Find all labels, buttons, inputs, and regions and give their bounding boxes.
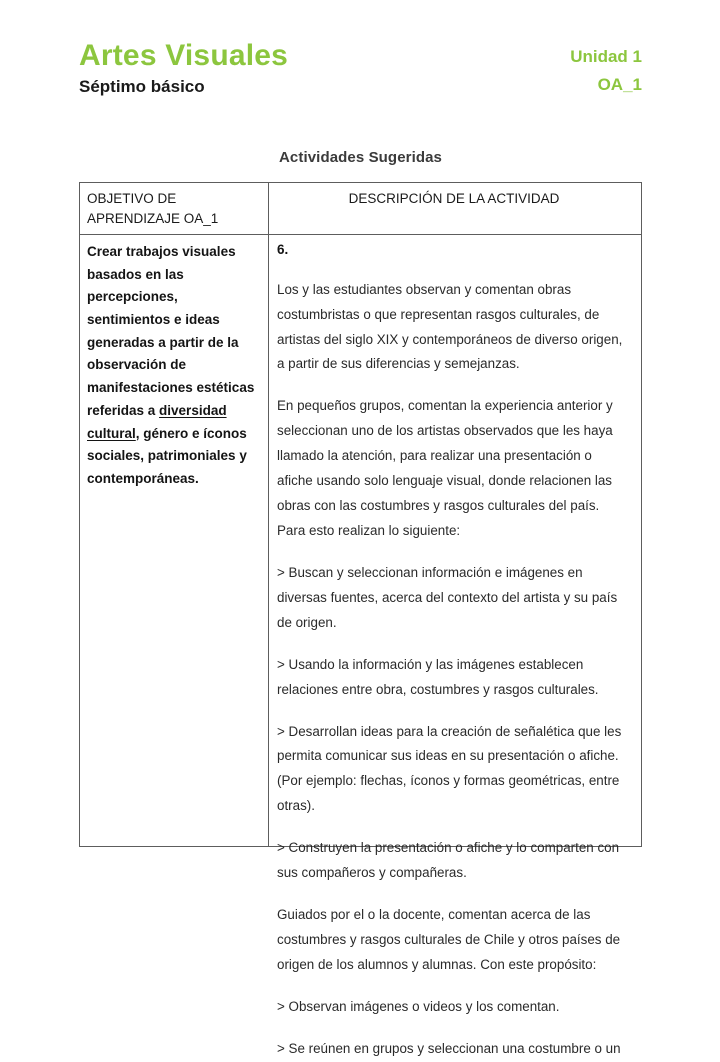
table-header-cell-description: [269, 183, 641, 234]
activity-step-item-truncated: > Se reúnen en grupos y seleccionan una costumbre o un: [277, 1040, 621, 1056]
section-heading: Actividades Sugeridas: [279, 149, 442, 166]
table-cell-activity-description: [269, 235, 641, 1056]
activity-step-item: > Construyen la presentación o afiche y lo comparten con sus compañeros y compañeras.: [277, 840, 620, 881]
column-header-objective-label: OBJETIVO DE APRENDIZAJE OA_1: [87, 191, 219, 226]
objective-link-diversidad-cultural[interactable]: diversidad cultural: [87, 402, 227, 441]
objective-text-after-link: , género e íconos sociales, patrimoniales y contemporáneas.: [87, 425, 247, 486]
column-header-description-label: DESCRIPCIÓN DE LA ACTIVIDAD: [348, 191, 560, 206]
document-masthead: [79, 40, 642, 98]
activity-step-item: > Desarrollan ideas para la creación de señalética que les permita comunicar sus ideas en su presentación o afiche. (Por ejemplo: flechas, íconos y formas geométricas, entre otras).: [277, 723, 622, 814]
learning-objective-code: OA_1: [597, 75, 642, 95]
activity-number: 6.: [277, 242, 289, 258]
masthead-right-group: [570, 40, 642, 96]
table-cell-objective: [80, 235, 269, 846]
activity-step-item: > Usando la información y las imágenes establecen relaciones entre obra, costumbres y rasgos culturales.: [277, 656, 599, 697]
subject-title: Artes Visuales: [79, 39, 289, 72]
objective-text-before-link: Crear trabajos visuales basados en las percepciones, sentimientos e ideas generadas a partir de la observación de manifestaciones estéticas referidas a: [87, 244, 255, 418]
activity-paragraph: Los y las estudiantes observan y comentan obras costumbristas o que representan rasgos culturales, de artistas del siglo XIX y contemporáneos de diverso origen, a partir de sus diferencias y semejanzas.: [277, 281, 623, 372]
activity-step-item: > Buscan y seleccionan información e imágenes en diversas fuentes, acerca del contexto del artista y su país de origen.: [277, 564, 618, 630]
masthead-left-group: [79, 40, 288, 98]
activity-paragraph: Guiados por el o la docente, comentan acerca de las costumbres y rasgos culturales de Chile y otros países de origen de los alumnos y alumnas. Con este propósito:: [277, 907, 621, 972]
table-header-row: [80, 183, 641, 235]
table-header-cell-objective: [80, 183, 269, 234]
objective-description: [87, 241, 260, 490]
table-body-row: [80, 235, 641, 1056]
suggested-activities-table: [79, 182, 642, 1056]
grade-level-label: Séptimo básico: [79, 77, 205, 97]
activity-step-item: > Observan imágenes o videos y los comentan.: [277, 998, 560, 1014]
activity-paragraph: En pequeños grupos, comentan la experiencia anterior y seleccionan uno de los artistas observados que les haya llamado la atención, para realizar una presentación o afiche usando solo lenguaje visual, donde relacionen las obras con las costumbres y rasgos culturales del país. Para esto realizan lo siguiente:: [277, 398, 613, 538]
unit-label: Unidad 1: [570, 47, 642, 66]
